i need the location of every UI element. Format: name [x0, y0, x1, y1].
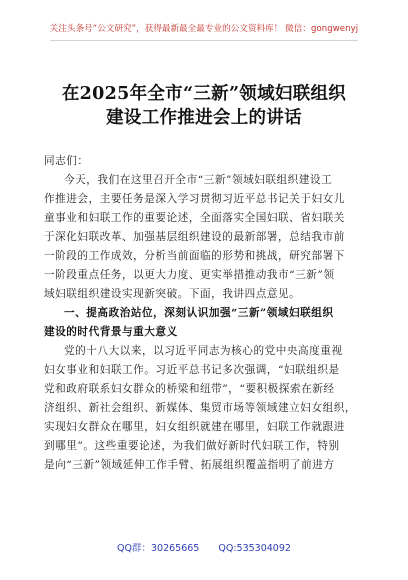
paragraph2-line: 妇女事业和妇联工作。习近平总书记多次强调，“妇联组织是 [44, 364, 340, 376]
paragraph2-line: 是向“三新”领域延伸工作手臂、拓展组织覆盖指明了前进方 [44, 459, 335, 471]
paragraph1-line: 今天，我们在这里召开全市“三新”领域妇联组织建设工 [64, 174, 333, 186]
document-title-line-2: 建设工作推进会上的讲话 [106, 108, 302, 128]
paragraph2-line: 党的十八大以来，以习近平同志为核心的党中央高度重视 [64, 345, 343, 357]
paragraph2-line: 实现妇女群众在哪里，妇女组织就建在哪里，妇联工作就跟进 [44, 421, 345, 433]
paragraph2-line: 到哪里”。这些重要论述，为我们做好新时代妇联工作，特别 [44, 440, 340, 452]
footer-contact [0, 540, 408, 554]
paragraph1-line: 一阶段的工作成效，分析当前面临的形势和挑战，研究部署下 [44, 250, 345, 262]
paragraph1-line: 童事业和妇联工作的重要论述，全面落实全国妇联、省妇联关 [44, 212, 345, 224]
paragraph1-line: 一阶段重点任务，以更大力度、更实举措推动我市“三新”领 [44, 269, 335, 281]
section-heading: 一、提高政治站位，深刻认识加强“三新”领域妇联组织 [64, 307, 334, 319]
paragraph1-line: 于深化妇联改革、加强基层组织建设的最新部署，总结我市前 [44, 231, 345, 243]
document-title-line-1: 在2025年全市“三新”领域妇联组织 [61, 84, 347, 104]
salutation: 同志们： [44, 155, 89, 167]
section-heading: 建设的时代背景与重大意义 [44, 326, 178, 338]
paragraph2-line: 党和政府联系妇女群众的桥梁和纽带”，“要积极探索在新经 [44, 383, 335, 395]
header-divider [50, 40, 358, 41]
footer-qq-group: QQ群：30265665 [117, 543, 200, 554]
paragraph1-line: 作推进会，主要任务是深入学习贯彻习近平总书记关于妇女儿 [44, 193, 345, 205]
footer-qq: QQ:535304092 [218, 543, 291, 554]
paragraph1-line: 域妇联组织建设实现新突破。下面，我讲四点意见。 [44, 288, 301, 300]
paragraph2-line: 济组织、新社会组织、新媒体、集贸市场等领域建立妇女组织， [44, 402, 357, 414]
header-banner: 关注头条号“公文研究”，获得最新最全最专业的公文资料库！ 微信：gongwenyj [49, 24, 359, 34]
